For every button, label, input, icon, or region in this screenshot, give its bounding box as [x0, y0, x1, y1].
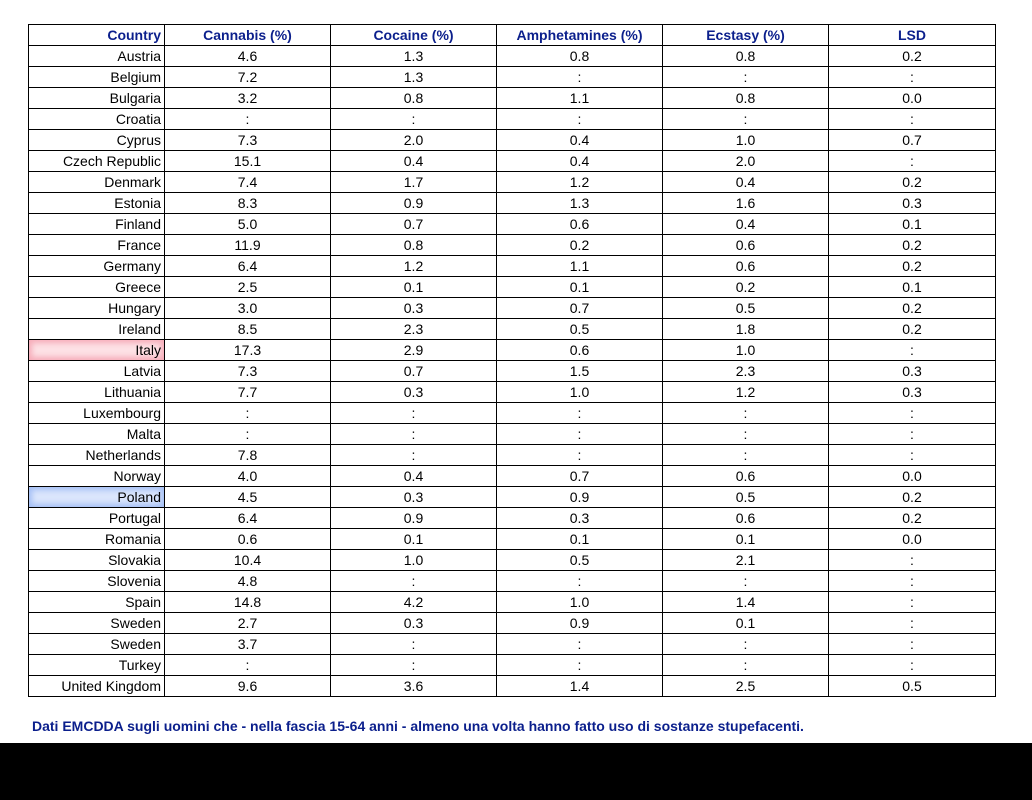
cell-cocaine: 0.9	[331, 508, 497, 529]
cell-ecstasy: :	[663, 655, 829, 676]
cell-cocaine: :	[331, 571, 497, 592]
cell-cocaine: 0.4	[331, 151, 497, 172]
cell-country: Latvia	[29, 361, 165, 382]
cell-country: Norway	[29, 466, 165, 487]
cell-country: Denmark	[29, 172, 165, 193]
cell-cocaine: 0.7	[331, 361, 497, 382]
cell-amphetamines: 0.1	[497, 529, 663, 550]
cell-amphetamines: 0.2	[497, 235, 663, 256]
cell-cocaine: :	[331, 445, 497, 466]
cell-cannabis: 7.7	[165, 382, 331, 403]
cell-cocaine: 1.7	[331, 172, 497, 193]
cell-cannabis: 4.5	[165, 487, 331, 508]
cell-ecstasy: 0.6	[663, 466, 829, 487]
cell-amphetamines: 0.6	[497, 214, 663, 235]
header-lsd: LSD	[829, 25, 996, 46]
cell-lsd: 0.1	[829, 214, 996, 235]
cell-amphetamines: 0.7	[497, 466, 663, 487]
cell-country: Spain	[29, 592, 165, 613]
cell-country: Germany	[29, 256, 165, 277]
cell-country: Turkey	[29, 655, 165, 676]
cell-cocaine: :	[331, 403, 497, 424]
header-country: Country	[29, 25, 165, 46]
cell-lsd: :	[829, 550, 996, 571]
table-row	[29, 634, 996, 655]
cell-cocaine: 1.0	[331, 550, 497, 571]
cell-country: Sweden	[29, 613, 165, 634]
table-row	[29, 235, 996, 256]
cell-cocaine: :	[331, 655, 497, 676]
cell-cannabis: 7.8	[165, 445, 331, 466]
cell-cannabis: 15.1	[165, 151, 331, 172]
table-row	[29, 445, 996, 466]
cell-cocaine: 1.2	[331, 256, 497, 277]
cell-amphetamines: 1.5	[497, 361, 663, 382]
caption-text: Dati EMCDDA sugli uomini che - nella fascia 15-64 anni - almeno una volta hanno fatto uso di sostanze stupefacenti.	[32, 718, 804, 734]
cell-cannabis: :	[165, 424, 331, 445]
cell-amphetamines: 1.0	[497, 592, 663, 613]
table-row	[29, 46, 996, 67]
cell-amphetamines: :	[497, 424, 663, 445]
cell-country: Cyprus	[29, 130, 165, 151]
cell-cocaine: 0.9	[331, 193, 497, 214]
cell-cannabis: 2.7	[165, 613, 331, 634]
cell-lsd: 0.3	[829, 361, 996, 382]
table-row	[29, 529, 996, 550]
cell-cocaine: 0.7	[331, 214, 497, 235]
cell-ecstasy: 0.8	[663, 46, 829, 67]
cell-cannabis: 3.0	[165, 298, 331, 319]
cell-ecstasy: :	[663, 403, 829, 424]
cell-country: Poland	[29, 487, 165, 508]
cell-amphetamines: 0.6	[497, 340, 663, 361]
cell-ecstasy: :	[663, 424, 829, 445]
cell-ecstasy: 0.5	[663, 487, 829, 508]
cell-ecstasy: 0.6	[663, 508, 829, 529]
cell-lsd: 0.2	[829, 319, 996, 340]
cell-country: Lithuania	[29, 382, 165, 403]
cell-cannabis: 4.8	[165, 571, 331, 592]
cell-country: Netherlands	[29, 445, 165, 466]
cell-lsd: :	[829, 634, 996, 655]
cell-ecstasy: 2.5	[663, 676, 829, 697]
table-row	[29, 382, 996, 403]
cell-ecstasy: 1.0	[663, 130, 829, 151]
cell-cannabis: 6.4	[165, 508, 331, 529]
cell-lsd: 0.2	[829, 46, 996, 67]
cell-country: Malta	[29, 424, 165, 445]
cell-cocaine: 1.3	[331, 67, 497, 88]
cell-amphetamines: :	[497, 403, 663, 424]
cell-lsd: 0.0	[829, 466, 996, 487]
cell-country: Estonia	[29, 193, 165, 214]
cell-lsd: 0.2	[829, 235, 996, 256]
table-row	[29, 298, 996, 319]
cell-ecstasy: 1.0	[663, 340, 829, 361]
cell-country: Greece	[29, 277, 165, 298]
cell-cannabis: 17.3	[165, 340, 331, 361]
cell-country: Finland	[29, 214, 165, 235]
cell-amphetamines: 0.5	[497, 319, 663, 340]
cell-ecstasy: 0.4	[663, 214, 829, 235]
cell-country: Slovenia	[29, 571, 165, 592]
cell-ecstasy: :	[663, 571, 829, 592]
header-amphetamines: Amphetamines (%)	[497, 25, 663, 46]
table-row	[29, 340, 996, 361]
table-row	[29, 172, 996, 193]
cell-country: United Kingdom	[29, 676, 165, 697]
cell-lsd: 0.2	[829, 172, 996, 193]
header-cocaine: Cocaine (%)	[331, 25, 497, 46]
cell-country: Bulgaria	[29, 88, 165, 109]
cell-ecstasy: 0.5	[663, 298, 829, 319]
cell-amphetamines: 0.9	[497, 613, 663, 634]
cell-lsd: 0.0	[829, 529, 996, 550]
cell-cocaine: 0.3	[331, 487, 497, 508]
header-row	[29, 25, 996, 46]
cell-lsd: :	[829, 109, 996, 130]
cell-ecstasy: 2.1	[663, 550, 829, 571]
table-row	[29, 361, 996, 382]
cell-cannabis: 10.4	[165, 550, 331, 571]
cell-amphetamines: 0.3	[497, 508, 663, 529]
table-row	[29, 130, 996, 151]
cell-ecstasy: :	[663, 634, 829, 655]
drug-use-table	[28, 24, 996, 697]
cell-ecstasy: 2.3	[663, 361, 829, 382]
cell-cannabis: 7.4	[165, 172, 331, 193]
cell-lsd: :	[829, 67, 996, 88]
table-row	[29, 151, 996, 172]
header-ecstasy: Ecstasy (%)	[663, 25, 829, 46]
table-row	[29, 592, 996, 613]
cell-amphetamines: 0.4	[497, 130, 663, 151]
cell-lsd: 0.3	[829, 193, 996, 214]
cell-cocaine: 0.4	[331, 466, 497, 487]
cell-lsd: :	[829, 613, 996, 634]
cell-ecstasy: 1.6	[663, 193, 829, 214]
cell-cocaine: 2.0	[331, 130, 497, 151]
cell-cannabis: 4.6	[165, 46, 331, 67]
cell-cannabis: 14.8	[165, 592, 331, 613]
table-row	[29, 67, 996, 88]
cell-ecstasy: 2.0	[663, 151, 829, 172]
cell-cocaine: :	[331, 634, 497, 655]
cell-country: Hungary	[29, 298, 165, 319]
cell-amphetamines: :	[497, 571, 663, 592]
table-row	[29, 424, 996, 445]
cell-lsd: 0.2	[829, 256, 996, 277]
cell-cocaine: :	[331, 109, 497, 130]
cell-amphetamines: 1.0	[497, 382, 663, 403]
cell-cocaine: 2.3	[331, 319, 497, 340]
cell-country: Czech Republic	[29, 151, 165, 172]
table-row	[29, 550, 996, 571]
cell-cannabis: 11.9	[165, 235, 331, 256]
cell-lsd: :	[829, 424, 996, 445]
header-cannabis: Cannabis (%)	[165, 25, 331, 46]
cell-cannabis: 0.6	[165, 529, 331, 550]
cell-ecstasy: 0.2	[663, 277, 829, 298]
cell-cannabis: 3.7	[165, 634, 331, 655]
cell-lsd: 0.1	[829, 277, 996, 298]
table-row	[29, 571, 996, 592]
cell-amphetamines: 1.4	[497, 676, 663, 697]
cell-country: Slovakia	[29, 550, 165, 571]
table-row	[29, 487, 996, 508]
cell-lsd: :	[829, 655, 996, 676]
cell-cannabis: 9.6	[165, 676, 331, 697]
table-row	[29, 676, 996, 697]
cell-lsd: 0.0	[829, 88, 996, 109]
cell-cocaine: 0.3	[331, 298, 497, 319]
cell-cannabis: 6.4	[165, 256, 331, 277]
cell-cannabis: 2.5	[165, 277, 331, 298]
cell-country: Belgium	[29, 67, 165, 88]
cell-country: Ireland	[29, 319, 165, 340]
cell-cannabis: :	[165, 655, 331, 676]
cell-cannabis: 3.2	[165, 88, 331, 109]
cell-country: Austria	[29, 46, 165, 67]
cell-cocaine: 3.6	[331, 676, 497, 697]
cell-amphetamines: 0.5	[497, 550, 663, 571]
cell-amphetamines: :	[497, 634, 663, 655]
cell-amphetamines: 0.7	[497, 298, 663, 319]
cell-cannabis: 8.5	[165, 319, 331, 340]
cell-amphetamines: 0.1	[497, 277, 663, 298]
cell-amphetamines: :	[497, 109, 663, 130]
cell-amphetamines: 1.1	[497, 88, 663, 109]
cell-cannabis: 5.0	[165, 214, 331, 235]
table-row	[29, 193, 996, 214]
table-row	[29, 319, 996, 340]
cell-lsd: 0.3	[829, 382, 996, 403]
cell-lsd: :	[829, 592, 996, 613]
cell-ecstasy: 0.8	[663, 88, 829, 109]
cell-ecstasy: 1.8	[663, 319, 829, 340]
cell-cannabis: 7.3	[165, 361, 331, 382]
cell-amphetamines: 1.1	[497, 256, 663, 277]
cell-ecstasy: :	[663, 67, 829, 88]
cell-cannabis: :	[165, 403, 331, 424]
cell-lsd: :	[829, 340, 996, 361]
cell-cannabis: 4.0	[165, 466, 331, 487]
cell-ecstasy: 0.4	[663, 172, 829, 193]
cell-amphetamines: :	[497, 655, 663, 676]
cell-cocaine: :	[331, 424, 497, 445]
cell-ecstasy: 1.2	[663, 382, 829, 403]
table-row	[29, 655, 996, 676]
cell-cocaine: 0.1	[331, 277, 497, 298]
cell-cannabis: 7.2	[165, 67, 331, 88]
cell-ecstasy: 0.6	[663, 235, 829, 256]
table-row	[29, 403, 996, 424]
cell-country: Italy	[29, 340, 165, 361]
cell-amphetamines: 0.9	[497, 487, 663, 508]
cell-ecstasy: 0.1	[663, 613, 829, 634]
table-body	[29, 46, 996, 697]
table-row	[29, 508, 996, 529]
table-row	[29, 88, 996, 109]
cell-ecstasy: 0.6	[663, 256, 829, 277]
cell-lsd: :	[829, 403, 996, 424]
cell-ecstasy: :	[663, 445, 829, 466]
table-row	[29, 256, 996, 277]
cell-ecstasy: 1.4	[663, 592, 829, 613]
cell-cocaine: 0.1	[331, 529, 497, 550]
cell-cocaine: 0.8	[331, 88, 497, 109]
cell-cocaine: 0.3	[331, 613, 497, 634]
cell-cocaine: 0.3	[331, 382, 497, 403]
table-row	[29, 466, 996, 487]
cell-country: France	[29, 235, 165, 256]
cell-lsd: :	[829, 151, 996, 172]
cell-lsd: 0.2	[829, 298, 996, 319]
cell-cocaine: 2.9	[331, 340, 497, 361]
cell-cocaine: 1.3	[331, 46, 497, 67]
table-row	[29, 277, 996, 298]
cell-amphetamines: :	[497, 67, 663, 88]
cell-lsd: :	[829, 445, 996, 466]
cell-cocaine: 0.8	[331, 235, 497, 256]
cell-lsd: 0.2	[829, 487, 996, 508]
cell-cocaine: 4.2	[331, 592, 497, 613]
table-row	[29, 109, 996, 130]
cell-lsd: 0.7	[829, 130, 996, 151]
cell-country: Croatia	[29, 109, 165, 130]
cell-cannabis: 8.3	[165, 193, 331, 214]
cell-cannabis: :	[165, 109, 331, 130]
cell-amphetamines: 1.2	[497, 172, 663, 193]
cell-cannabis: 7.3	[165, 130, 331, 151]
cell-country: Portugal	[29, 508, 165, 529]
table-row	[29, 613, 996, 634]
cell-amphetamines: :	[497, 445, 663, 466]
cell-country: Sweden	[29, 634, 165, 655]
cell-country: Romania	[29, 529, 165, 550]
cell-ecstasy: :	[663, 109, 829, 130]
cell-amphetamines: 0.8	[497, 46, 663, 67]
cell-country: Luxembourg	[29, 403, 165, 424]
cell-amphetamines: 1.3	[497, 193, 663, 214]
cell-lsd: 0.2	[829, 508, 996, 529]
cell-lsd: 0.5	[829, 676, 996, 697]
cell-lsd: :	[829, 571, 996, 592]
cell-amphetamines: 0.4	[497, 151, 663, 172]
cell-ecstasy: 0.1	[663, 529, 829, 550]
table-row	[29, 214, 996, 235]
